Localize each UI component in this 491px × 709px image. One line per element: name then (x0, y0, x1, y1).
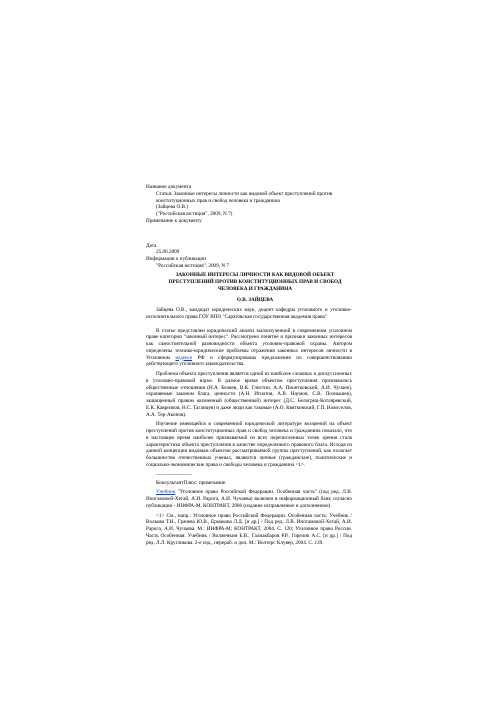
code-link[interactable]: кодексе (175, 354, 193, 361)
article-title-line: Статья: Законные интересы личности как видовой объект преступлений против конституционных прав и свобод человека и гражданина (156, 190, 333, 204)
textbook-note (146, 489, 352, 509)
author-affiliation: Зайцева О.В., кандидат юридических наук, доцент кафедры уголовного и уголовно-исполнительного права ГОУ ВПО "Саратовская государственная академия права". (146, 307, 352, 320)
note-label: Примечание к документу (146, 217, 202, 224)
pub-info-label: Информация о публикации (146, 256, 206, 262)
body-paragraph-2: Проблема объекта преступления является одной из наиболее сложных и дискуссионных в уголовно-правовой науке. В разное время объектом преступления признавались общественные отношения (Н.А. Беляев, В.К. Глистин, А.А. Пионтковский, А.И. Чучаев), охраняемые законом блага, ценности (А.Н. Игнатов, А.В. Наумов, С.В. Познышев), защищенный правом жизненный (общественный) интерес (Д.С. Белогриц-Котляревский, Е.К. Кавризков, Н.С. Таганцев) и даже люди как таковые (А.О. Квятковский, Г.П. Новоселов, А.А. Тер-Акопов). (146, 371, 352, 418)
date-label: Дата (146, 242, 157, 249)
article-heading: ЗАКОННЫЕ ИНТЕРЕСЫ ЛИЧНОСТИ КАК ВИДОВОЙ ОБЪЕКТ ПРЕСТУПЛЕНИЙ ПРОТИВ КОНСТИТУЦИОННЫХ ПРАВ И СВОБОД ЧЕЛОВЕКА И ГРАЖДАНИНА (168, 272, 342, 293)
consultant-note: КонсультантПлюс: примечание. (156, 479, 227, 486)
doc-name-label: Название документа (146, 184, 192, 190)
footnote-1: <1> См., напр.: Уголовное право Российской Федерации. Особенная часть: Учебник / Волкова Т.Н., Грачева Ю.В., Ермакова Л.Д. [и др.] / Под ред. Л.В. Иногамовой-Хегай, А.И. Рарога, А.И. Чучаева. М.: ИНФРА-М; КОНТРАКТ, 2004. С. 120; Уголовное право России. Часть Особенная: Учебник / Волженкин Б.В., Галиакбаров Р.Р., Горелик А.С. [и др.] / Под ред. Л.Л. Кругликова. 2-е изд., перераб. и доп. М.: Волтерс Клувер, 2004. С. 139. (146, 512, 352, 546)
body-paragraph-3: Изучение имеющейся в современной юридической литературе воззрений на объект преступлений против конституционных прав и свобод человека и гражданина показало, что в настоящее время наиболее признаваемой из всех перечисленных точек зрения стала характеристика объекта преступления в качестве определенного правового блага. Исходя из данной концепции видовым объектом рассматриваемой группы преступлений, как полагает большинство отечественных ученых, являются личные (гражданские), политические и социально-экономические права и свободы человека и гражданина <1>. (146, 421, 352, 468)
abstract-paragraph (146, 328, 352, 369)
textbook-link[interactable]: Учебник (156, 489, 176, 496)
textbook-note-text: "Уголовное право Российской Федерации. Особенная часть" (под ред. Л.В. Иногамовой-Хегай, А.И. Рарога, А.И. Чучаева) включен в информационный банк согласно публикации - ИНФРА-М, КОНТРАКТ, 2006 (издание исправленное и дополненное). (146, 489, 352, 509)
author-line: (Зайцева О.В.) (156, 204, 188, 211)
date-value: 25.06.2009 (156, 249, 180, 256)
document-metadata (146, 184, 366, 270)
abstract-text-end: РФ и сформулированы предложения по совершенствованию действующего уголовного законодательства. (146, 354, 353, 368)
footnote-separator: -------------------------------- (156, 471, 193, 477)
pub-info-value: "Российская юстиция", 2009, N 7 (156, 262, 229, 269)
source-line: ("Российская юстиция", 2009, N 7) (156, 211, 233, 217)
article-author: О.В. ЗАЙЦЕВА (236, 297, 274, 303)
abstract-text-start: В статье представлен юридический анализ малоизученной в современном уголовном праве категории "законный интерес". Рассмотрено понятие и признаки законных интересов как самостоятельной разновидности объекта уголовно-правовой охраны. Автором определены технико-юридические проблемы отражения законных интересов личности в Уголовном (146, 327, 352, 361)
article-body (146, 307, 352, 549)
